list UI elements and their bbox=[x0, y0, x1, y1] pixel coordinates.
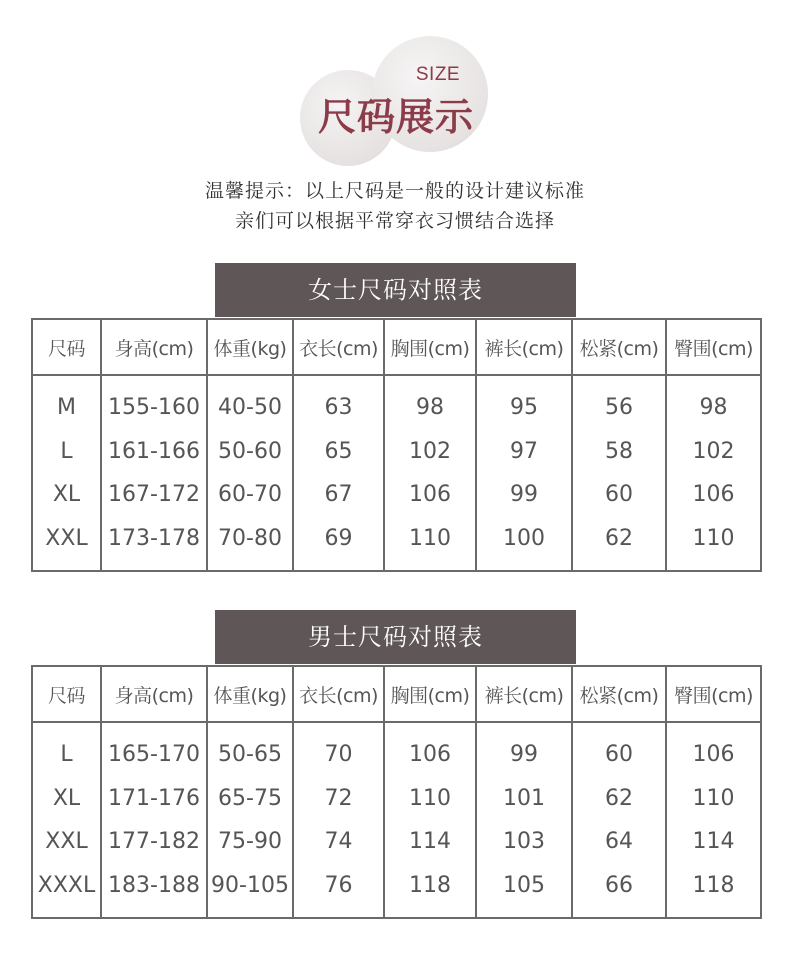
page-title: 尺码展示 bbox=[317, 95, 474, 139]
tip-line-2: 亲们可以根据平常穿衣习惯结合选择 bbox=[234, 210, 555, 232]
cell-size: L bbox=[60, 438, 73, 464]
col-header-weight: 体重(kg) bbox=[207, 666, 293, 722]
cell-weight: 60-70 bbox=[207, 473, 293, 517]
cell-weight: 65-75 bbox=[207, 777, 293, 821]
table-row bbox=[32, 517, 761, 572]
cell-height: 173-178 bbox=[101, 517, 207, 572]
cell-hip: 106 bbox=[666, 722, 761, 777]
col-header-waist: 松紧(cm) bbox=[572, 666, 666, 722]
col-header-hip: 臀围(cm) bbox=[666, 666, 761, 722]
cell-height: 171-176 bbox=[101, 777, 207, 821]
cell-bust: 98 bbox=[384, 375, 476, 430]
cell-bust: 106 bbox=[384, 722, 476, 777]
cell-length: 70 bbox=[293, 722, 384, 777]
cell-waist: 60 bbox=[572, 473, 666, 517]
cell-bust: 106 bbox=[384, 473, 476, 517]
cell-pants-length: 101 bbox=[476, 777, 572, 821]
cell-pants-length: 100 bbox=[476, 517, 572, 572]
table-row bbox=[32, 777, 761, 821]
cell-hip: 98 bbox=[666, 375, 761, 430]
cell-waist: 62 bbox=[572, 777, 666, 821]
col-header-pants-length: 裤长(cm) bbox=[476, 666, 572, 722]
cell-height: 165-170 bbox=[101, 722, 207, 777]
table-row bbox=[32, 375, 761, 430]
cell-pants-length: 103 bbox=[476, 820, 572, 864]
men-table-title: 男士尺码对照表 bbox=[215, 610, 576, 664]
cell-size: M bbox=[57, 395, 76, 421]
cell-pants-length: 95 bbox=[476, 375, 572, 430]
col-header-length: 衣长(cm) bbox=[293, 666, 384, 722]
cell-length: 63 bbox=[293, 375, 384, 430]
cell-height: 167-172 bbox=[101, 473, 207, 517]
cell-length: 76 bbox=[293, 864, 384, 919]
cell-height: 161-166 bbox=[101, 430, 207, 474]
cell-waist: 58 bbox=[572, 430, 666, 474]
table-row bbox=[32, 722, 761, 777]
cell-bust: 118 bbox=[384, 864, 476, 919]
table-header-row bbox=[32, 319, 761, 375]
col-header-bust: 胸围(cm) bbox=[384, 319, 476, 375]
table-row bbox=[32, 864, 761, 919]
cell-waist: 62 bbox=[572, 517, 666, 572]
cell-pants-length: 97 bbox=[476, 430, 572, 474]
tip-line-1: 温馨提示：以上尺码是一般的设计建议标准 bbox=[204, 180, 585, 202]
col-header-size: 尺码 bbox=[32, 319, 101, 375]
cell-weight: 70-80 bbox=[207, 517, 293, 572]
cell-hip: 102 bbox=[666, 430, 761, 474]
cell-size: XXXL bbox=[37, 872, 96, 898]
col-header-hip: 臀围(cm) bbox=[666, 319, 761, 375]
col-header-height: 身高(cm) bbox=[101, 319, 207, 375]
cell-height: 177-182 bbox=[101, 820, 207, 864]
table-header-row bbox=[32, 666, 761, 722]
cell-length: 72 bbox=[293, 777, 384, 821]
cell-height: 155-160 bbox=[101, 375, 207, 430]
cell-hip: 114 bbox=[666, 820, 761, 864]
table-row bbox=[32, 430, 761, 474]
table-row bbox=[32, 473, 761, 517]
size-label-en: SIZE bbox=[415, 64, 461, 85]
cell-size: L bbox=[60, 742, 73, 768]
cell-weight: 50-65 bbox=[207, 722, 293, 777]
cell-size: XL bbox=[52, 482, 81, 508]
col-header-pants-length: 裤长(cm) bbox=[476, 319, 572, 375]
cell-hip: 110 bbox=[666, 777, 761, 821]
cell-length: 67 bbox=[293, 473, 384, 517]
cell-bust: 102 bbox=[384, 430, 476, 474]
cell-hip: 110 bbox=[666, 517, 761, 572]
cell-bust: 114 bbox=[384, 820, 476, 864]
cell-height: 183-188 bbox=[101, 864, 207, 919]
cell-weight: 90-105 bbox=[207, 864, 293, 919]
cell-length: 69 bbox=[293, 517, 384, 572]
table-row bbox=[32, 820, 761, 864]
cell-waist: 60 bbox=[572, 722, 666, 777]
women-table-title: 女士尺码对照表 bbox=[215, 263, 576, 317]
women-size-table bbox=[31, 318, 762, 572]
men-size-table bbox=[31, 665, 762, 919]
col-header-bust: 胸围(cm) bbox=[384, 666, 476, 722]
cell-bust: 110 bbox=[384, 777, 476, 821]
cell-waist: 64 bbox=[572, 820, 666, 864]
col-header-height: 身高(cm) bbox=[101, 666, 207, 722]
cell-weight: 50-60 bbox=[207, 430, 293, 474]
col-header-size: 尺码 bbox=[32, 666, 101, 722]
cell-pants-length: 105 bbox=[476, 864, 572, 919]
cell-size: XXL bbox=[45, 525, 88, 551]
cell-pants-length: 99 bbox=[476, 473, 572, 517]
cell-pants-length: 99 bbox=[476, 722, 572, 777]
cell-weight: 75-90 bbox=[207, 820, 293, 864]
col-header-length: 衣长(cm) bbox=[293, 319, 384, 375]
cell-waist: 66 bbox=[572, 864, 666, 919]
cell-bust: 110 bbox=[384, 517, 476, 572]
cell-size: XXL bbox=[45, 829, 88, 855]
cell-weight: 40-50 bbox=[207, 375, 293, 430]
cell-size: XL bbox=[52, 785, 81, 811]
cell-length: 65 bbox=[293, 430, 384, 474]
cell-length: 74 bbox=[293, 820, 384, 864]
cell-hip: 118 bbox=[666, 864, 761, 919]
cell-hip: 106 bbox=[666, 473, 761, 517]
col-header-waist: 松紧(cm) bbox=[572, 319, 666, 375]
col-header-weight: 体重(kg) bbox=[207, 319, 293, 375]
cell-waist: 56 bbox=[572, 375, 666, 430]
